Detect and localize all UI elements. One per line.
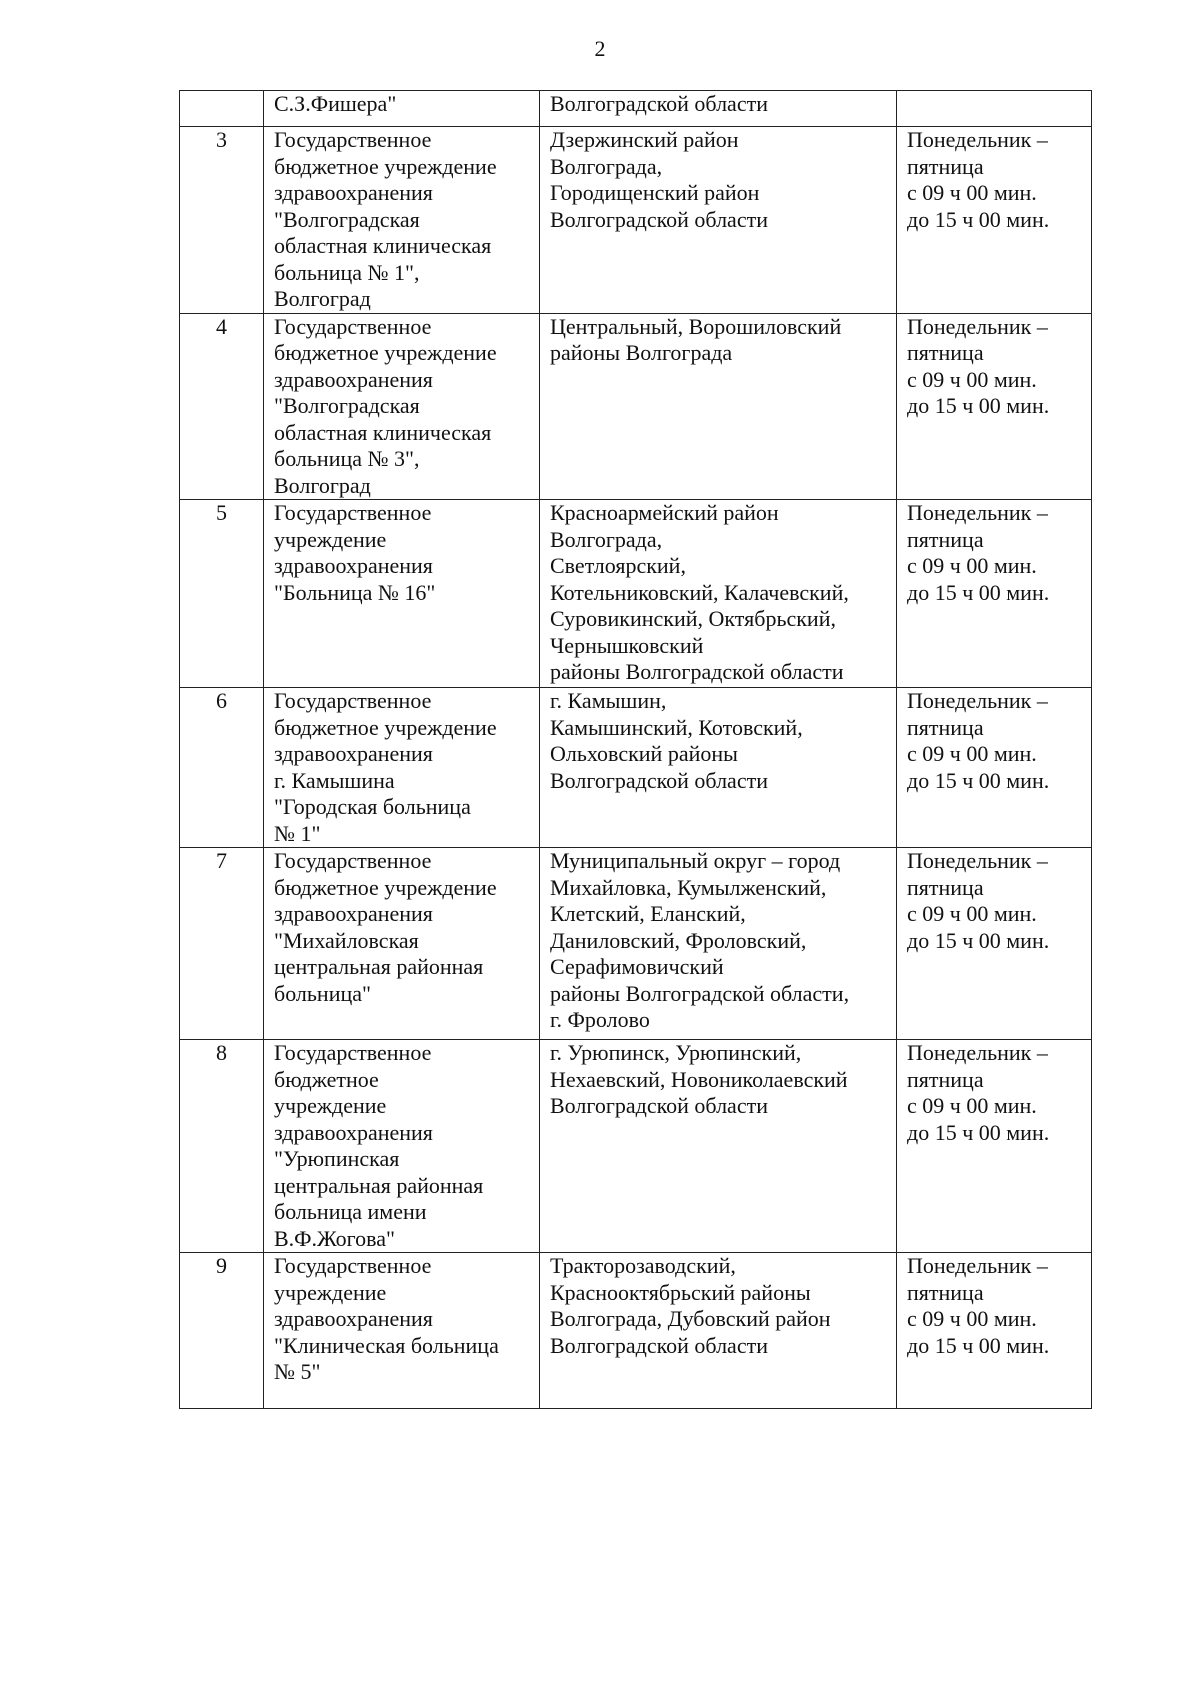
district-line: Дзержинский район (550, 127, 739, 152)
district-line: Светлоярский, (550, 553, 686, 578)
table-row (180, 91, 1092, 127)
institution-line: здравоохранения (274, 553, 433, 578)
row-number: 5 (180, 500, 264, 688)
institution-line: Государственное (274, 1040, 432, 1065)
district-line: г. Урюпинск, Урюпинский, (550, 1040, 802, 1065)
district-line: районы Волгоградской области (550, 659, 844, 684)
schedule-line: пятница (907, 1279, 984, 1305)
districts-cell (540, 688, 897, 848)
institution-line: здравоохранения (274, 901, 433, 926)
institution-line: "Михайловская (274, 927, 419, 953)
institution-line: Государственное (274, 500, 432, 525)
district-line: Красноармейский район (550, 500, 779, 525)
district-line: Краснооктябрьский районы (550, 1279, 811, 1305)
institution-line: Государственное (274, 313, 432, 339)
schedule-line: до 15 ч 00 мин. (907, 767, 1050, 793)
page-number: 2 (594, 36, 606, 61)
institution-line: учреждение (274, 1279, 387, 1305)
schedule-line: с 09 ч 00 мин. (907, 1306, 1037, 1331)
institution-line: областная клиническая (274, 233, 492, 258)
schedule-line: с 09 ч 00 мин. (907, 901, 1037, 926)
district-line: Клетский, Еланский, (550, 901, 746, 926)
district-line: Серафимовичский (550, 954, 724, 979)
schedule-line: до 15 ч 00 мин. (907, 1332, 1050, 1358)
district-line: Суровикинский, Октябрьский, (550, 606, 836, 631)
institution-line: больница № 1", (274, 259, 420, 285)
district-line: районы Волгоградской области, (550, 980, 850, 1006)
schedule-line: до 15 ч 00 мин. (907, 206, 1050, 232)
row-number: 8 (180, 1040, 264, 1253)
institution-line: больница имени (274, 1199, 427, 1224)
institution-line: Волгоград (274, 286, 371, 311)
district-line: Чернышковский (550, 632, 704, 658)
district-line: Волгограда, (550, 526, 663, 552)
schedule-cell (897, 313, 1092, 500)
table-row (180, 848, 1092, 1040)
row-number: 9 (180, 1253, 264, 1409)
row-number: 3 (180, 127, 264, 314)
institution-line: бюджетное (274, 1066, 379, 1092)
district-line: Волгоградской области (550, 1332, 768, 1358)
institution-line: Волгоград (274, 472, 371, 498)
row-number: 4 (180, 313, 264, 500)
institution-line: "Больница № 16" (274, 579, 436, 605)
district-line: Волгограда, (550, 153, 663, 179)
schedule-line: с 09 ч 00 мин. (907, 180, 1037, 205)
institution-line: "Городская больница (274, 794, 471, 819)
schedule-line: Понедельник – (907, 500, 1048, 525)
schedule-line: до 15 ч 00 мин. (907, 393, 1050, 418)
institution-cell (264, 1040, 540, 1253)
institution-line: № 5" (274, 1359, 321, 1384)
schedule-line: с 09 ч 00 мин. (907, 366, 1037, 392)
institution-line: "Урюпинская (274, 1146, 400, 1171)
schedule-cell (897, 688, 1092, 848)
schedule-line: пятница (907, 153, 984, 179)
schedule-line: до 15 ч 00 мин. (907, 579, 1050, 605)
institution-line: Государственное (274, 848, 432, 873)
institution-line: здравоохранения (274, 741, 433, 766)
schedule-cell (897, 91, 1092, 127)
district-line: Волгоградской области (550, 1093, 768, 1118)
districts-cell (540, 91, 897, 127)
districts-cell (540, 313, 897, 500)
schedule-line: до 15 ч 00 мин. (907, 927, 1050, 953)
institution-line: больница № 3", (274, 446, 420, 471)
district-line: Центральный, Ворошиловский (550, 313, 842, 339)
schedule-line: Понедельник – (907, 688, 1048, 713)
districts-cell (540, 127, 897, 314)
institution-line: Государственное (274, 688, 432, 713)
row-number (180, 91, 264, 127)
schedule-cell (897, 500, 1092, 688)
district-line: Даниловский, Фроловский, (550, 927, 807, 953)
institution-cell (264, 91, 540, 127)
schedule-line: пятница (907, 874, 984, 900)
institution-cell (264, 848, 540, 1040)
schedule-line: пятница (907, 340, 984, 365)
schedule-line: пятница (907, 526, 984, 552)
district-line: Михайловка, Кумылженский, (550, 874, 827, 900)
schedule-line: с 09 ч 00 мин. (907, 741, 1037, 766)
district-line: Камышинский, Котовский, (550, 714, 803, 740)
table-row (180, 1040, 1092, 1253)
district-line: Волгограда, Дубовский район (550, 1306, 831, 1331)
institution-line: бюджетное учреждение (274, 874, 497, 900)
institution-cell (264, 1253, 540, 1409)
district-line: г. Фролово (550, 1007, 650, 1032)
schedule-line: пятница (907, 1066, 984, 1092)
districts-cell (540, 848, 897, 1040)
institution-line: бюджетное учреждение (274, 714, 497, 740)
district-line: районы Волгограда (550, 340, 733, 365)
table-row (180, 1253, 1092, 1409)
institution-line: г. Камышина (274, 767, 395, 793)
schedule-line: пятница (907, 714, 984, 740)
district-line: Муниципальный округ – город (550, 848, 841, 873)
table-row (180, 313, 1092, 500)
district-line: Тракторозаводский, (550, 1253, 736, 1278)
institution-line: учреждение (274, 1093, 387, 1118)
institution-cell (264, 313, 540, 500)
schedule-cell (897, 1253, 1092, 1409)
district-line: Котельниковский, Калачевский, (550, 579, 849, 605)
districts-cell (540, 1040, 897, 1253)
institution-line: Государственное (274, 127, 432, 152)
schedule-line: с 09 ч 00 мин. (907, 553, 1037, 578)
district-line: Волгоградской области (550, 91, 768, 116)
table-row (180, 500, 1092, 688)
institution-line: В.Ф.Жогова" (274, 1225, 395, 1251)
schedule-line: Понедельник – (907, 848, 1048, 873)
schedule-line: Понедельник – (907, 1253, 1048, 1278)
institutions-table (179, 90, 1092, 1409)
institution-line: С.З.Фишера" (274, 91, 397, 116)
district-line: Волгоградской области (550, 767, 768, 793)
institution-line: № 1" (274, 820, 321, 846)
institution-cell (264, 127, 540, 314)
institution-line: учреждение (274, 526, 387, 552)
table-body (180, 91, 1092, 1409)
schedule-line: Понедельник – (907, 127, 1048, 152)
schedule-cell (897, 127, 1092, 314)
row-number: 6 (180, 688, 264, 848)
district-line: Городищенский район (550, 180, 760, 205)
schedule-cell (897, 848, 1092, 1040)
institution-line: Государственное (274, 1253, 432, 1278)
institution-line: "Волгоградская (274, 393, 420, 418)
schedule-cell (897, 1040, 1092, 1253)
districts-cell (540, 500, 897, 688)
schedule-line: Понедельник – (907, 313, 1048, 339)
district-line: Ольховский районы (550, 741, 738, 766)
institution-line: здравоохранения (274, 1306, 433, 1331)
institution-cell (264, 500, 540, 688)
institution-line: бюджетное учреждение (274, 153, 497, 179)
table-row (180, 127, 1092, 314)
institution-line: здравоохранения (274, 1119, 433, 1145)
schedule-line: до 15 ч 00 мин. (907, 1119, 1050, 1145)
institution-line: центральная районная (274, 1172, 484, 1198)
institution-line: областная клиническая (274, 419, 492, 445)
institution-line: бюджетное учреждение (274, 340, 497, 365)
institution-line: больница" (274, 980, 371, 1006)
district-line: Нехаевский, Новониколаевский (550, 1066, 848, 1092)
institution-cell (264, 688, 540, 848)
table-row (180, 688, 1092, 848)
schedule-line: с 09 ч 00 мин. (907, 1093, 1037, 1118)
institution-line: "Клиническая больница (274, 1332, 499, 1358)
district-line: г. Камышин, (550, 688, 667, 713)
schedule-line: Понедельник – (907, 1040, 1048, 1065)
institution-line: "Волгоградская (274, 206, 420, 232)
institution-line: центральная районная (274, 954, 484, 979)
institution-line: здравоохранения (274, 366, 433, 392)
districts-cell (540, 1253, 897, 1409)
district-line: Волгоградской области (550, 206, 768, 232)
row-number: 7 (180, 848, 264, 1040)
institution-line: здравоохранения (274, 180, 433, 205)
